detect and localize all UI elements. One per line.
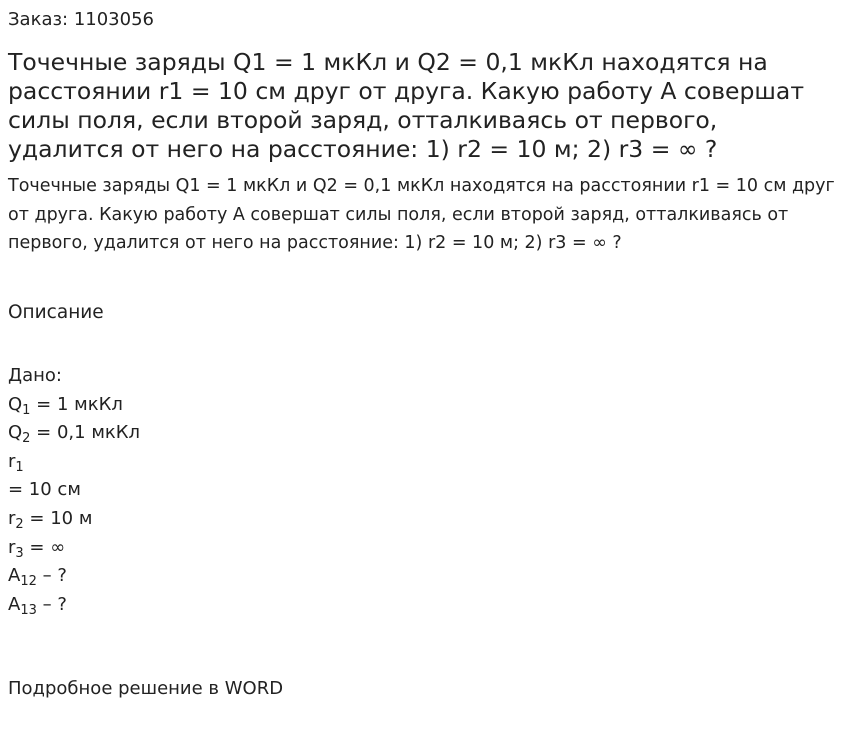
given-subscript: 12 xyxy=(20,574,37,590)
given-block xyxy=(8,362,140,619)
problem-text: Точечные заряды Q1 = 1 мкКл и Q2 = 0,1 мкКл находятся на расстоянии r1 = 10 см друг от друга. Какую работу A совершат силы поля, если второй заряд, отталкиваясь от первого, удалится от него на расстояние: 1) r2 = 10 м; 2) r3 = ∞ ? xyxy=(8,176,835,253)
given-line-r3 xyxy=(8,534,140,563)
given-value: – ? xyxy=(36,565,67,587)
given-symbol: r xyxy=(8,450,16,472)
given-value: = 0,1 мкКл xyxy=(30,422,141,444)
given-line-q2 xyxy=(8,419,140,448)
order-number: Заказ: 1103056 xyxy=(8,9,154,30)
given-line-r1-value xyxy=(8,476,140,505)
given-subscript: 3 xyxy=(15,545,24,561)
given-symbol: A xyxy=(8,593,21,615)
given-symbol: = 10 см xyxy=(8,479,81,501)
given-subscript: 13 xyxy=(20,602,37,618)
given-symbol: Q xyxy=(8,422,23,444)
given-value: = 1 мкКл xyxy=(30,393,123,415)
given-symbol: r xyxy=(8,507,16,529)
given-symbol: A xyxy=(8,565,21,587)
given-subscript: 1 xyxy=(15,459,24,475)
given-heading: Дано: xyxy=(8,365,62,386)
given-subscript: 2 xyxy=(22,431,31,447)
given-subscript: 2 xyxy=(15,516,24,532)
solution-note: Подробное решение в WORD xyxy=(8,678,284,699)
given-symbol: Q xyxy=(8,393,23,415)
given-symbol: r xyxy=(8,536,16,558)
given-line-r2 xyxy=(8,505,140,534)
given-line-a12 xyxy=(8,562,140,591)
given-value: = ∞ xyxy=(23,536,66,558)
description-heading: Описание xyxy=(8,302,104,323)
given-line-r1 xyxy=(8,448,140,477)
given-subscript: 1 xyxy=(22,402,31,418)
page-title: Точечные заряды Q1 = 1 мкКл и Q2 = 0,1 мкКл находятся на расстоянии r1 = 10 см друг от друга. Какую работу A совершат силы поля, если второй заряд, отталкиваясь от первого, удалится от него на расстояние: 1) r2 = 10 м; 2) r3 = ∞ ? xyxy=(8,48,805,163)
given-line-a13 xyxy=(8,591,140,620)
given-line-q1 xyxy=(8,391,140,420)
given-value: – ? xyxy=(36,593,67,615)
given-value: = 10 м xyxy=(23,507,93,529)
